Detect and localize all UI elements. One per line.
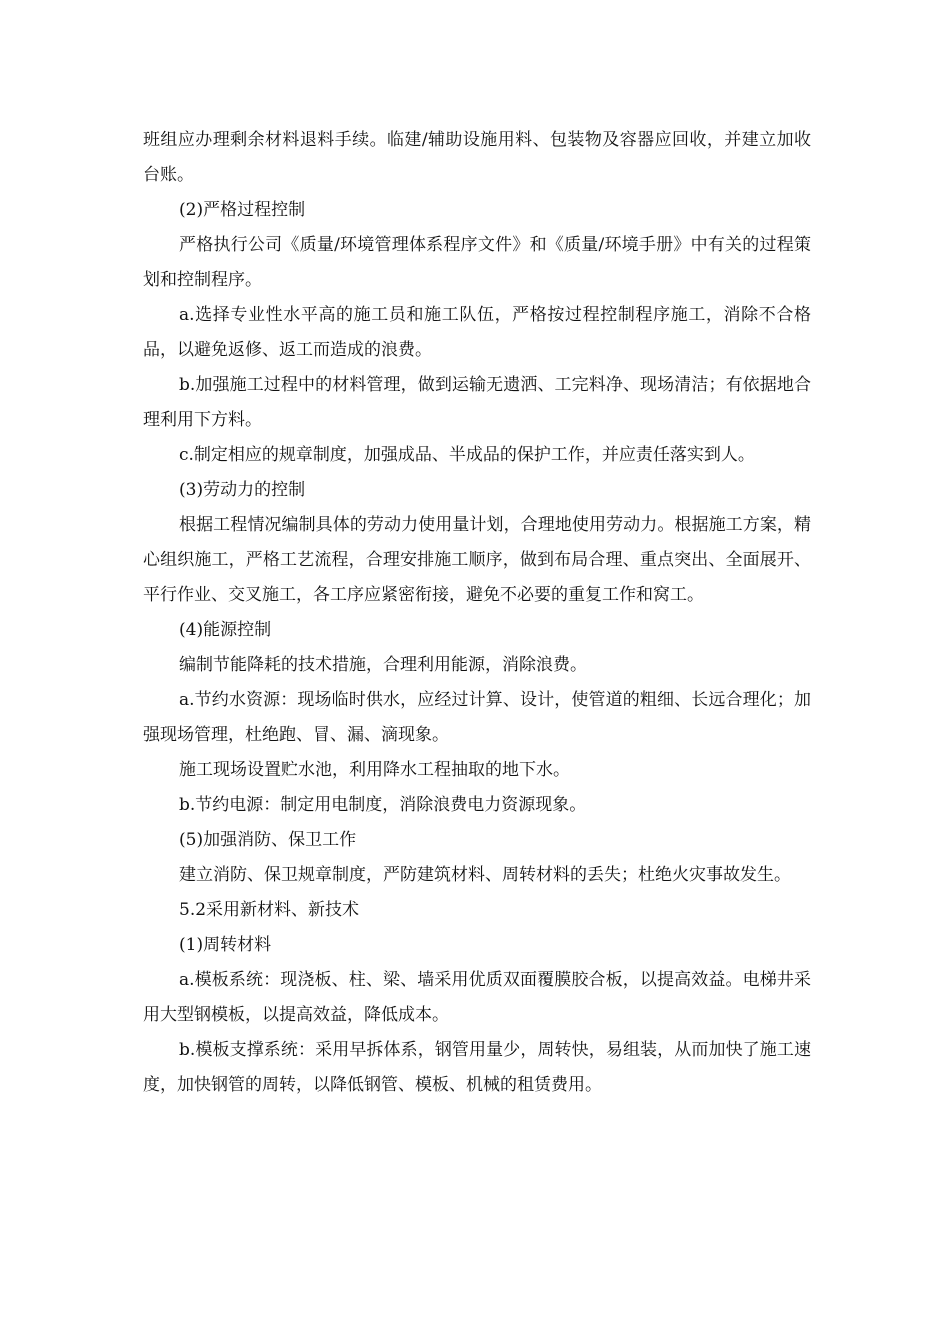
heading-new-materials: 5.2采用新材料、新技术 [179,900,360,920]
paragraph-material-return: 班组应办理剩余材料退料手续。临建/辅助设施用料、包装物及容器应回收，并建立加收台账。 [143,130,811,185]
heading-fire-security: (5)加强消防、保卫工作 [179,830,357,850]
paragraph-process-procedure: 严格执行公司《质量/环境管理体系程序文件》和《质量/环境手册》中有关的过程策划和控制程序。 [143,235,811,290]
paragraph-item-b-support: b.模板支撑系统：采用早拆体系，钢管用量少，周转快，易组装，从而加快了施工速度，加快钢管的周转，以降低钢管、模板、机械的租赁费用。 [143,1040,811,1095]
paragraph-item-a-workers: a.选择专业性水平高的施工员和施工队伍，严格按过程控制程序施工，消除不合格品，以避免返修、返工而造成的浪费。 [143,305,811,360]
paragraph-water-tank: 施工现场设置贮水池，利用降水工程抽取的地下水。 [179,760,570,780]
paragraph-energy-measures: 编制节能降耗的技术措施，合理利用能源，消除浪费。 [179,655,587,675]
paragraph-item-a-water: a.节约水资源：现场临时供水，应经过计算、设计，使管道的粗细、长远合理化；加强现场管理，杜绝跑、冒、漏、滴现象。 [143,690,811,745]
heading-turnover-materials: (1)周转材料 [179,935,272,955]
paragraph-item-b-electricity: b.节约电源：制定用电制度，消除浪费电力资源现象。 [179,795,587,815]
paragraph-item-a-formwork: a.模板系统：现浇板、柱、梁、墙采用优质双面覆膜胶合板，以提高效益。电梯井采用大型钢模板，以提高效益，降低成本。 [143,970,811,1025]
paragraph-item-b-materials: b.加强施工过程中的材料管理，做到运输无遗洒、工完料净、现场清洁；有依据地合理利用下方料。 [143,375,811,430]
heading-labor-control: (3)劳动力的控制 [179,480,306,500]
paragraph-item-c-rules: c.制定相应的规章制度，加强成品、半成品的保护工作，并应责任落实到人。 [179,445,755,465]
heading-process-control: (2)严格过程控制 [179,200,306,220]
paragraph-labor-plan: 根据工程情况编制具体的劳动力使用量计划，合理地使用劳动力。根据施工方案，精心组织施工，严格工艺流程，合理安排施工顺序，做到布局合理、重点突出、全面展开、平行作业、交叉施工，各工序应紧密衔接，避免不必要的重复工作和窝工。 [143,515,811,605]
document-body [143,123,811,1103]
heading-energy-control: (4)能源控制 [179,620,272,640]
paragraph-fire-security-rules: 建立消防、保卫规章制度，严防建筑材料、周转材料的丢失；杜绝火灾事故发生。 [179,865,791,885]
